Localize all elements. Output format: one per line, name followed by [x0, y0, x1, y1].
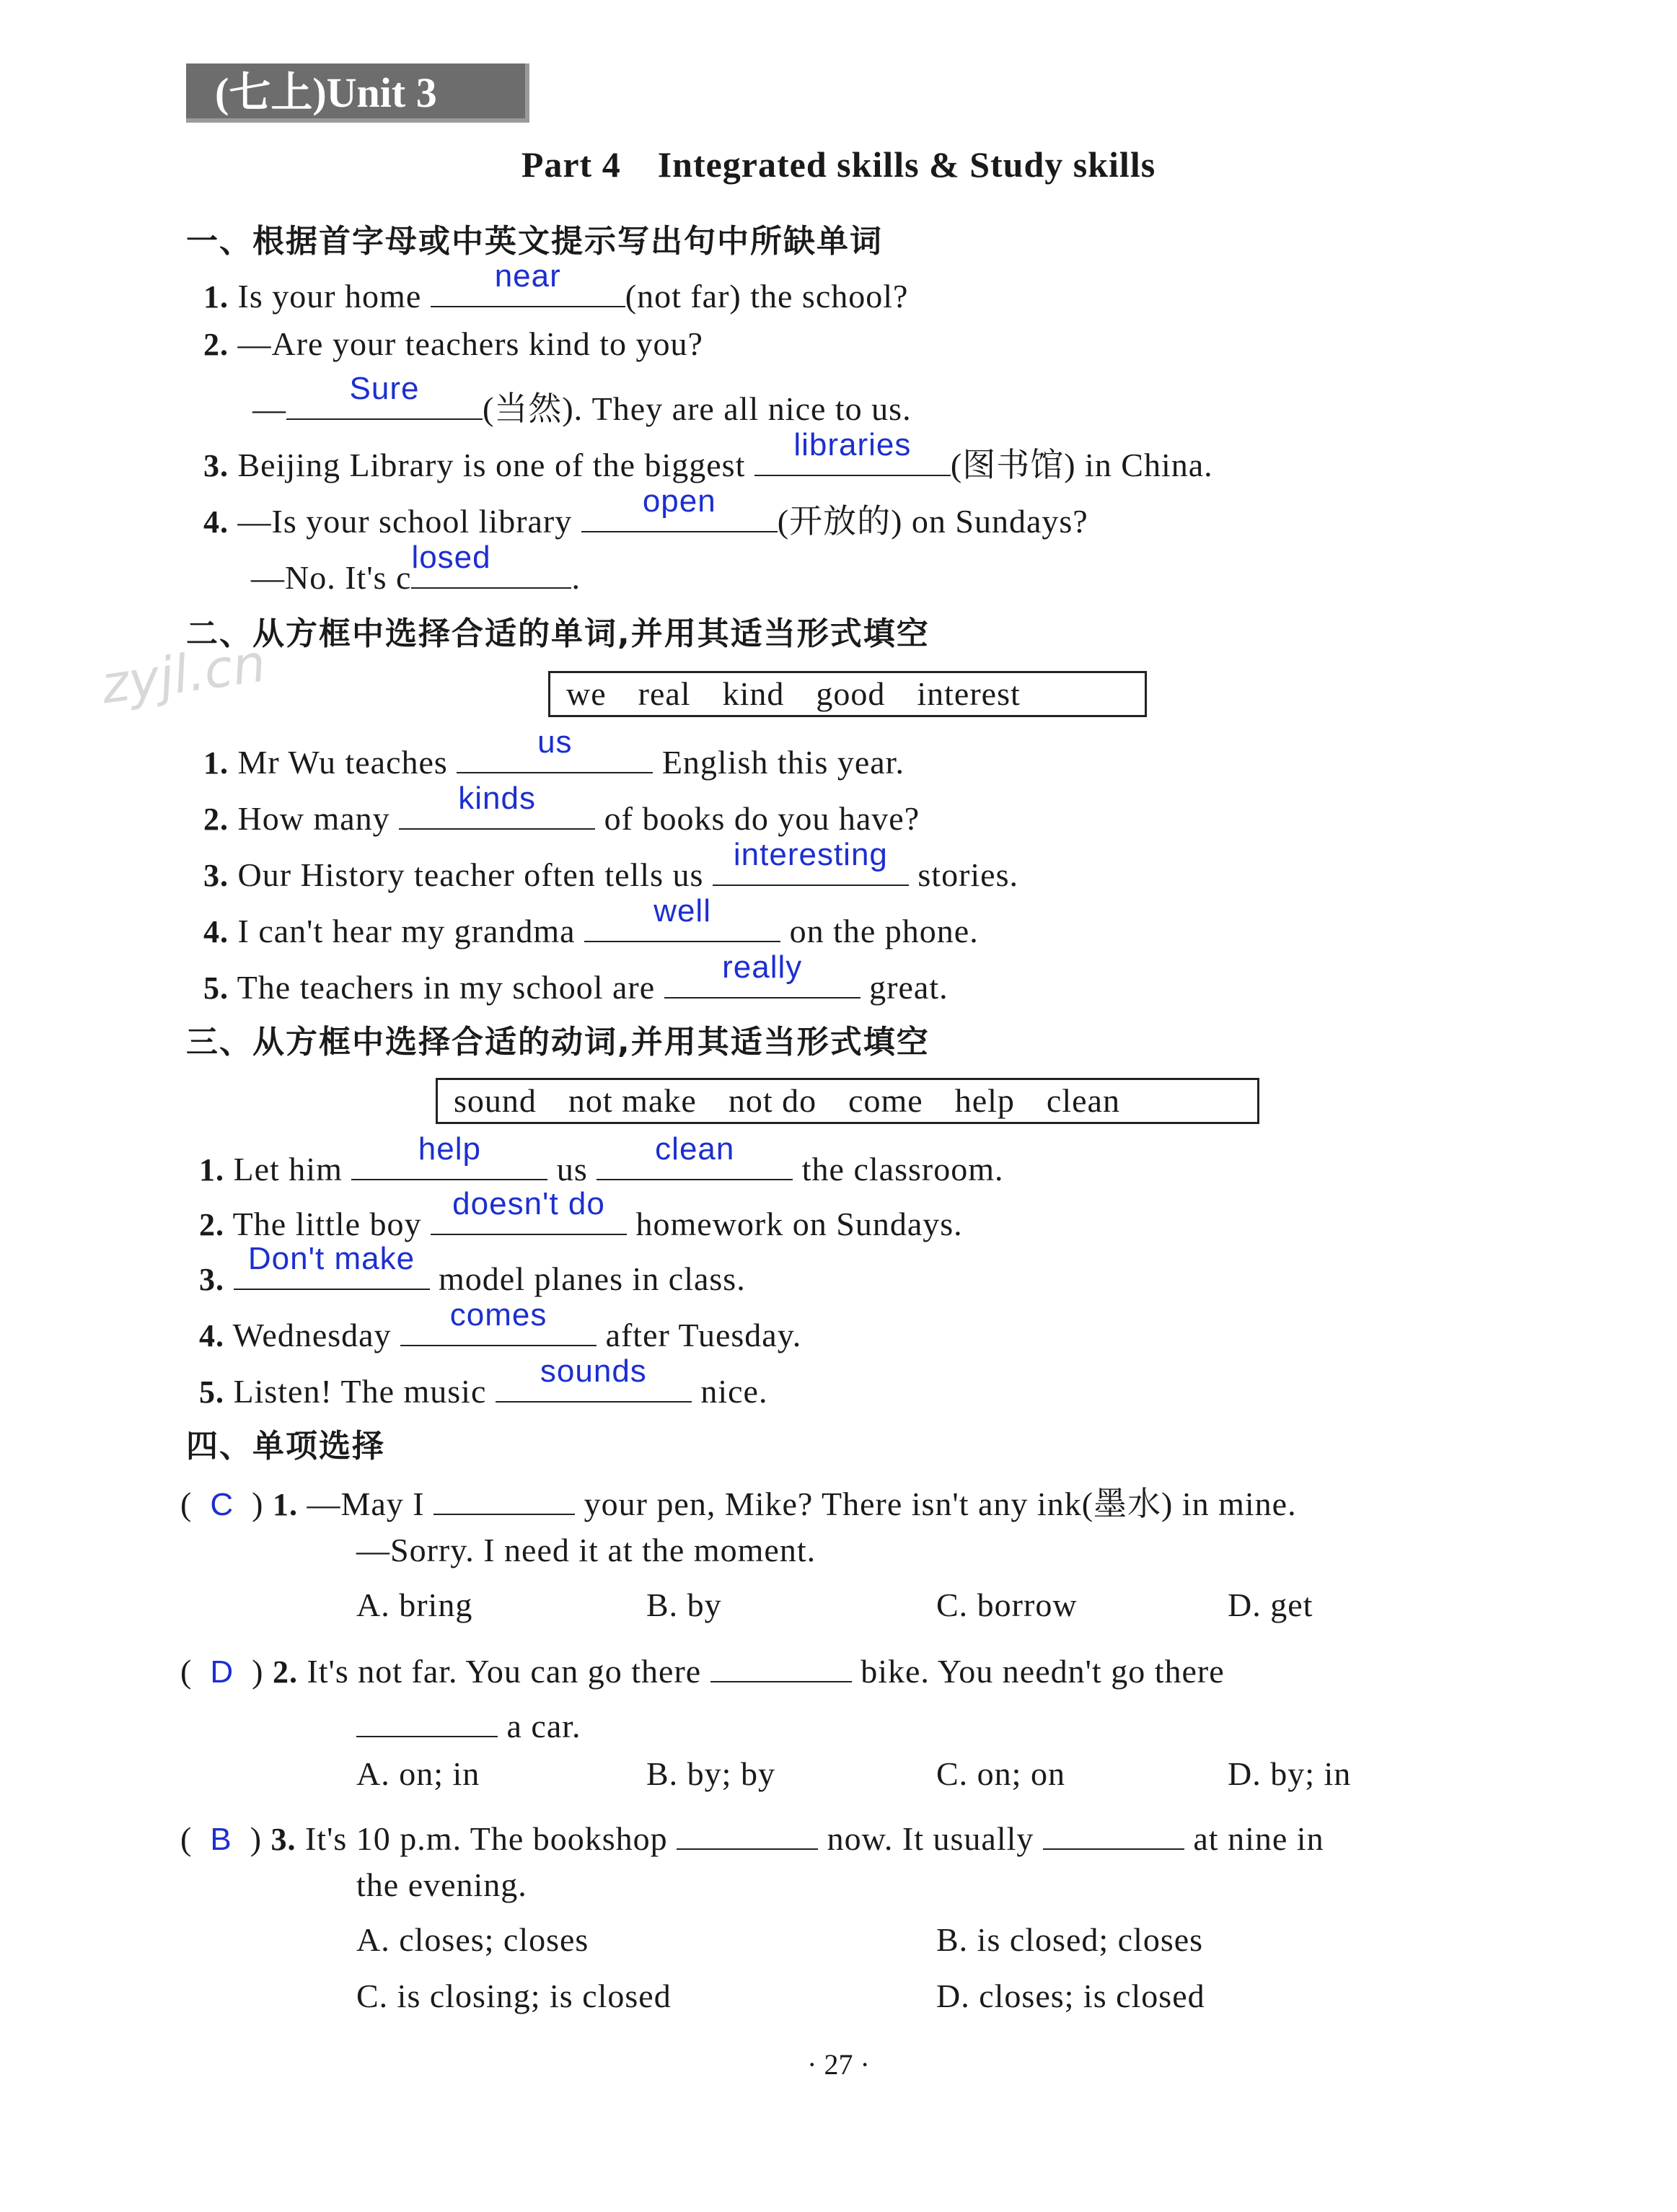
item-text: us	[556, 1151, 588, 1188]
box-word: not make	[568, 1082, 697, 1119]
item-number: 4.	[203, 504, 229, 540]
answer-paren: ( C )	[180, 1485, 264, 1522]
answer-blank[interactable]	[754, 427, 951, 476]
mc-2-option-a[interactable]: A. on; in	[356, 1755, 480, 1792]
s2-item-1	[203, 724, 904, 781]
word-box-3	[436, 1078, 1259, 1124]
item-text: model planes in class.	[439, 1260, 746, 1297]
part-title: Part 4 Integrated skills & Study skills	[521, 144, 1156, 185]
s2-item-2	[203, 781, 920, 838]
answer-blank[interactable]	[664, 949, 860, 999]
answer-blank[interactable]	[457, 724, 653, 773]
box-word: not do	[728, 1082, 817, 1119]
s3-item-1	[199, 1131, 1004, 1188]
item-text: The teachers in my school are	[237, 969, 656, 1006]
answer-text: clean	[655, 1131, 735, 1167]
answer-blank[interactable]	[597, 1131, 793, 1180]
mc-3-option-c[interactable]: C. is closing; is closed	[356, 1978, 672, 2014]
item-text: homework on Sundays.	[635, 1206, 963, 1242]
answer-blank[interactable]	[399, 781, 595, 830]
answer-text: sounds	[540, 1353, 647, 1389]
answer-paren: ( D )	[180, 1653, 264, 1690]
item-text: at nine in	[1193, 1820, 1324, 1857]
mc-answer: C	[210, 1487, 234, 1522]
answer-blank[interactable]	[286, 371, 483, 420]
box-word: help	[954, 1082, 1015, 1119]
item-text: Our History teacher often tells us	[237, 856, 704, 893]
watermark: zyjl.cn	[97, 632, 270, 716]
answer-text: libraries	[793, 427, 912, 462]
answer-text: losed	[411, 540, 491, 575]
item-text: great.	[869, 969, 948, 1006]
s3-item-4	[199, 1297, 802, 1354]
mc-item-1-line2: —Sorry. I need it at the moment.	[356, 1532, 817, 1568]
answer-blank[interactable]	[234, 1241, 430, 1290]
s2-item-3	[203, 837, 1018, 894]
item-number: 2.	[203, 327, 229, 362]
mc-1-option-a[interactable]: A. bring	[356, 1586, 473, 1623]
item-number: 3.	[199, 1262, 224, 1297]
item-text: I can't hear my grandma	[237, 913, 576, 949]
mc-item-2-line2	[356, 1698, 581, 1745]
mc-item-3-line2: the evening.	[356, 1866, 527, 1903]
answer-text: kinds	[458, 781, 536, 816]
mc-2-option-c[interactable]: C. on; on	[936, 1755, 1065, 1792]
mc-3-option-d[interactable]: D. closes; is closed	[936, 1978, 1205, 2014]
answer-blank[interactable]	[411, 540, 571, 589]
answer-text: help	[418, 1131, 481, 1167]
item-text: English this year.	[661, 744, 904, 781]
item-text: (not far) the school?	[625, 278, 909, 315]
mc-answer: B	[210, 1822, 232, 1857]
item-text: bike. You needn't go there	[860, 1653, 1225, 1690]
item-text: Beijing Library is one of the biggest	[237, 447, 746, 483]
answer-text: Sure	[349, 371, 420, 406]
box-word: interest	[917, 675, 1021, 712]
item-text: Is your home	[237, 278, 422, 315]
answer-text: us	[537, 724, 573, 760]
item-text: Let him	[233, 1151, 343, 1188]
mc-1-option-b[interactable]: B. by	[646, 1586, 722, 1623]
item-text: (开放的) on Sundays?	[777, 503, 1088, 540]
item-text: Listen! The music	[233, 1373, 487, 1410]
answer-blank[interactable]	[431, 1186, 627, 1235]
box-word: real	[638, 675, 691, 712]
item-text: —No. It's c	[251, 559, 412, 596]
box-word: we	[566, 675, 607, 712]
item-text: How many	[237, 800, 390, 837]
box-word: come	[848, 1082, 923, 1119]
answer-text: doesn't do	[452, 1186, 605, 1221]
s2-item-4	[203, 893, 979, 950]
mc-answer: D	[210, 1654, 234, 1690]
section-1-heading: 一、根据首字母或中英文提示写出句中所缺单词	[186, 223, 883, 260]
item-number: 5.	[203, 970, 229, 1006]
answer-blank[interactable]	[400, 1297, 597, 1346]
box-word: clean	[1046, 1082, 1120, 1119]
answer-blank[interactable]	[351, 1131, 547, 1180]
answer-text: Don't make	[247, 1241, 415, 1276]
box-word: sound	[454, 1082, 537, 1119]
mc-2-option-d[interactable]: D. by; in	[1228, 1755, 1352, 1792]
answer-blank[interactable]	[356, 1698, 498, 1737]
answer-text: really	[722, 949, 803, 985]
mc-item-2	[180, 1643, 1225, 1690]
item-number: 3.	[203, 858, 229, 893]
item-text: —May I	[307, 1485, 425, 1522]
item-text: It's 10 p.m. The bookshop	[305, 1820, 668, 1857]
item-text: a car.	[506, 1708, 581, 1744]
item-text: of books do you have?	[604, 800, 920, 837]
answer-text: well	[653, 893, 711, 929]
answer-blank[interactable]	[710, 1643, 852, 1682]
answer-blank[interactable]	[713, 837, 909, 886]
item-text: nice.	[700, 1373, 768, 1410]
item-number: 1.	[203, 279, 229, 315]
s1-item-2	[203, 325, 703, 363]
item-text: —Are your teachers kind to you?	[237, 325, 703, 362]
item-number: 3.	[270, 1822, 296, 1857]
unit-tag: (七上)Unit 3	[186, 63, 529, 123]
s3-item-2	[199, 1186, 963, 1243]
answer-blank[interactable]	[1043, 1811, 1184, 1850]
section-2-heading: 二、从方框中选择合适的单词,并用其适当形式填空	[186, 615, 930, 652]
item-number: 4.	[203, 914, 229, 949]
answer-text: open	[642, 483, 716, 519]
mc-3-option-b[interactable]: B. is closed; closes	[936, 1921, 1204, 1958]
s3-item-5	[199, 1353, 768, 1410]
item-text: (图书馆) in China.	[950, 447, 1213, 483]
box-word: good	[816, 675, 886, 712]
item-text: .	[571, 559, 581, 596]
item-number: 2.	[203, 802, 229, 837]
mc-item-1	[180, 1476, 1297, 1525]
answer-text: comes	[449, 1297, 547, 1333]
s1-item-2-line2	[252, 371, 912, 430]
mc-1-option-c[interactable]: C. borrow	[936, 1586, 1078, 1623]
s1-item-4	[203, 483, 1088, 543]
section-4-heading: 四、单项选择	[186, 1428, 385, 1465]
mc-1-option-d[interactable]: D. get	[1228, 1586, 1313, 1623]
mc-3-option-a[interactable]: A. closes; closes	[356, 1921, 589, 1958]
item-number: 2.	[199, 1207, 224, 1242]
answer-paren: ( B )	[180, 1820, 263, 1857]
item-number: 3.	[203, 448, 229, 483]
s1-item-3	[203, 427, 1213, 486]
answer-text: interesting	[733, 837, 888, 872]
s2-item-5	[203, 949, 948, 1006]
item-text: The little boy	[232, 1206, 422, 1242]
item-number: 1.	[272, 1487, 298, 1522]
answer-blank[interactable]	[677, 1811, 818, 1850]
answer-blank[interactable]	[433, 1476, 575, 1515]
item-text: Mr Wu teaches	[237, 744, 448, 781]
item-text: after Tuesday.	[605, 1317, 802, 1353]
item-number: 5.	[199, 1374, 224, 1410]
box-word: kind	[722, 675, 785, 712]
item-text: It's not far. You can go there	[307, 1653, 702, 1690]
item-text: —Is your school library	[237, 503, 573, 540]
item-number: 4.	[199, 1318, 224, 1353]
s1-item-4-line2	[251, 540, 581, 597]
answer-blank[interactable]	[581, 483, 778, 532]
s1-item-1	[203, 258, 909, 315]
s3-item-3	[199, 1241, 746, 1298]
section-3-heading: 三、从方框中选择合适的动词,并用其适当形式填空	[186, 1024, 930, 1061]
mc-2-option-b[interactable]: B. by; by	[646, 1755, 775, 1792]
answer-blank[interactable]	[584, 893, 780, 942]
word-box-2	[548, 671, 1147, 717]
item-number: 1.	[199, 1152, 224, 1188]
mc-item-3	[180, 1811, 1324, 1858]
page-number: · 27 ·	[807, 2048, 870, 2081]
answer-blank[interactable]	[496, 1353, 692, 1403]
dash: —	[252, 390, 286, 427]
item-text: your pen, Mike? There isn't any ink(墨水) in mine.	[584, 1485, 1297, 1522]
item-text: Wednesday	[232, 1317, 392, 1353]
answer-blank[interactable]	[431, 258, 625, 307]
item-number: 2.	[272, 1654, 298, 1690]
item-text: now. It usually	[827, 1820, 1034, 1857]
item-text: stories.	[917, 856, 1018, 893]
answer-text: near	[494, 258, 561, 294]
item-number: 1.	[203, 745, 229, 781]
item-text: the classroom.	[801, 1151, 1004, 1188]
item-text: (当然). They are all nice to us.	[483, 390, 912, 427]
item-text: on the phone.	[789, 913, 979, 949]
